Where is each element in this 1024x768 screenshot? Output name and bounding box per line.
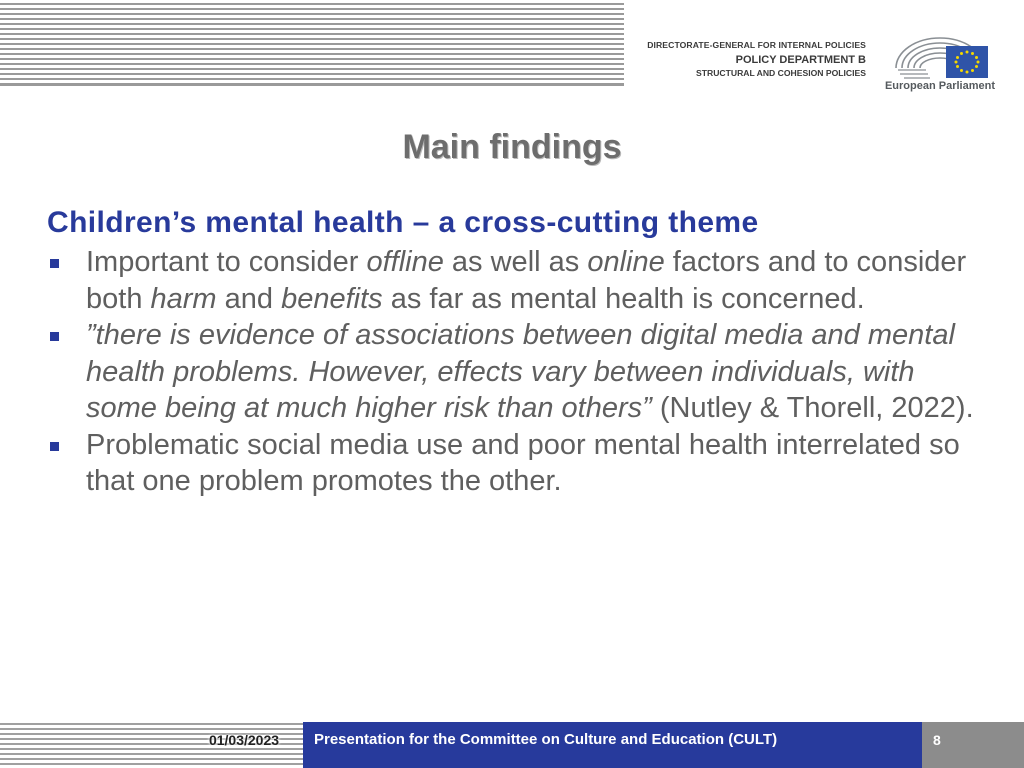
bullet-quote: ”there is evidence of associations between digital media and mental health problems. However, effects vary between individuals, with some being at much higher risk than others”	[86, 319, 955, 424]
bullet-text: as well as	[443, 246, 588, 278]
page-title: Main findings	[402, 128, 622, 166]
section-heading: Children’s mental health – a cross-cutting theme	[47, 206, 759, 239]
bullet-item	[47, 427, 977, 500]
bullet-item	[47, 244, 977, 317]
bullet-text: and	[216, 282, 282, 315]
bullet-text: Problematic social media use and poor mental health interrelated so that one problem promotes the other.	[86, 428, 960, 497]
square-bullet-icon	[50, 442, 59, 451]
bullet-text: as far as mental health is concerned.	[382, 282, 865, 315]
directorate-block	[640, 40, 866, 79]
bullet-text: factors and to consider both	[86, 246, 967, 315]
header-divider	[0, 84, 624, 86]
bullet-text-italic: benefits	[281, 282, 383, 315]
square-bullet-icon	[50, 259, 59, 268]
footer-presentation-title: Presentation for the Committee on Culture and Education (CULT)	[303, 722, 922, 768]
square-bullet-icon	[50, 332, 59, 341]
bullet-text-italic: harm	[150, 282, 217, 315]
directorate-name: DIRECTORATE-GENERAL FOR INTERNAL POLICIES	[647, 40, 866, 50]
policies-name: STRUCTURAL AND COHESION POLICIES	[696, 68, 866, 79]
slide-content	[47, 206, 977, 500]
bullet-text-italic: offline	[366, 246, 444, 278]
bullet-text-italic: online	[587, 246, 665, 278]
bullet-item	[47, 317, 977, 427]
footer-date: 01/03/2023	[208, 732, 280, 748]
header-stripes	[0, 0, 624, 84]
logo-text: European Parliament	[884, 80, 996, 92]
page-number: 8	[922, 722, 1024, 768]
bullet-text: Important to consider	[86, 246, 367, 278]
department-name: POLICY DEPARTMENT B	[735, 53, 866, 66]
bullet-citation: (Nutley & Thorell, 2022).	[651, 392, 974, 424]
